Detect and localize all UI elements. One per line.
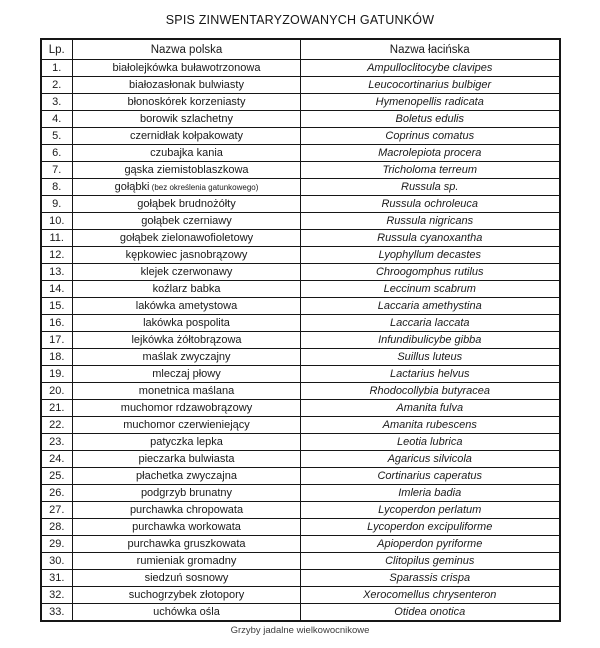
polish-name: mleczaj płowy <box>73 366 301 383</box>
polish-name: klejek czerwonawy <box>73 264 301 281</box>
table-row <box>41 196 560 213</box>
row-number: 29. <box>41 536 73 553</box>
table-row <box>41 111 560 128</box>
column-header-lp: Lp. <box>41 39 73 60</box>
table-row <box>41 145 560 162</box>
polish-name: kępkowiec jasnobrązowy <box>73 247 301 264</box>
polish-name: białolejkówka buławotrzonowa <box>73 60 301 77</box>
polish-name: gołąbek brudnożółty <box>73 196 301 213</box>
latin-name: Leotia lubrica <box>301 434 560 451</box>
row-number: 15. <box>41 298 73 315</box>
polish-name: białozasłonak bulwiasty <box>73 77 301 94</box>
latin-name: Lyophyllum decastes <box>301 247 560 264</box>
latin-name: Laccaria amethystina <box>301 298 560 315</box>
row-number: 22. <box>41 417 73 434</box>
table-row <box>41 570 560 587</box>
table-row <box>41 264 560 281</box>
polish-name: siedzuń sosnowy <box>73 570 301 587</box>
latin-name: Russula sp. <box>301 179 560 196</box>
polish-name: purchawka gruszkowata <box>73 536 301 553</box>
latin-name: Xerocomellus chrysenteron <box>301 587 560 604</box>
polish-name: borowik szlachetny <box>73 111 301 128</box>
latin-name: Tricholoma terreum <box>301 162 560 179</box>
latin-name: Russula cyanoxantha <box>301 230 560 247</box>
row-number: 32. <box>41 587 73 604</box>
latin-name: Sparassis crispa <box>301 570 560 587</box>
polish-name: uchówka ośla <box>73 604 301 622</box>
latin-name: Chroogomphus rutilus <box>301 264 560 281</box>
table-row <box>41 451 560 468</box>
latin-name: Lycoperdon excipuliforme <box>301 519 560 536</box>
row-number: 8. <box>41 179 73 196</box>
latin-name: Lycoperdon perlatum <box>301 502 560 519</box>
species-table <box>40 38 561 622</box>
table-row <box>41 94 560 111</box>
polish-name: podgrzyb brunatny <box>73 485 301 502</box>
row-number: 1. <box>41 60 73 77</box>
polish-name: maślak zwyczajny <box>73 349 301 366</box>
table-row <box>41 247 560 264</box>
latin-name: Hymenopellis radicata <box>301 94 560 111</box>
polish-name: patyczka lepka <box>73 434 301 451</box>
row-number: 30. <box>41 553 73 570</box>
row-number: 26. <box>41 485 73 502</box>
latin-name: Coprinus comatus <box>301 128 560 145</box>
row-number: 17. <box>41 332 73 349</box>
polish-name: rumieniak gromadny <box>73 553 301 570</box>
row-number: 28. <box>41 519 73 536</box>
latin-name: Infundibulicybe gibba <box>301 332 560 349</box>
polish-name: gołąbek zielonawofioletowy <box>73 230 301 247</box>
table-row <box>41 315 560 332</box>
row-number: 31. <box>41 570 73 587</box>
polish-name: lejkówka żółtobrązowa <box>73 332 301 349</box>
polish-name-note: (bez określenia gatunkowego) <box>149 183 259 192</box>
latin-name: Rhodocollybia butyracea <box>301 383 560 400</box>
latin-name: Clitopilus geminus <box>301 553 560 570</box>
latin-name: Agaricus silvicola <box>301 451 560 468</box>
table-row <box>41 417 560 434</box>
table-row <box>41 468 560 485</box>
row-number: 33. <box>41 604 73 622</box>
latin-name: Macrolepiota procera <box>301 145 560 162</box>
species-table-body <box>41 60 560 622</box>
polish-name: lakówka ametystowa <box>73 298 301 315</box>
table-row <box>41 281 560 298</box>
table-row <box>41 536 560 553</box>
polish-name: błonoskórek korzeniasty <box>73 94 301 111</box>
row-number: 3. <box>41 94 73 111</box>
row-number: 13. <box>41 264 73 281</box>
latin-name: Otidea onotica <box>301 604 560 622</box>
polish-name: gołąbki (bez określenia gatunkowego) <box>73 179 301 196</box>
polish-name: monetnica maślana <box>73 383 301 400</box>
row-number: 10. <box>41 213 73 230</box>
table-row <box>41 485 560 502</box>
polish-name: purchawka workowata <box>73 519 301 536</box>
latin-name: Cortinarius caperatus <box>301 468 560 485</box>
latin-name: Ampulloclitocybe clavipes <box>301 60 560 77</box>
latin-name: Amanita fulva <box>301 400 560 417</box>
row-number: 6. <box>41 145 73 162</box>
table-row <box>41 366 560 383</box>
table-row <box>41 400 560 417</box>
table-row <box>41 502 560 519</box>
table-row <box>41 519 560 536</box>
row-number: 5. <box>41 128 73 145</box>
polish-name: muchomor czerwieniejący <box>73 417 301 434</box>
table-row <box>41 332 560 349</box>
table-row <box>41 60 560 77</box>
latin-name: Imleria badia <box>301 485 560 502</box>
table-row <box>41 383 560 400</box>
column-header-latin-name: Nazwa łacińska <box>301 39 560 60</box>
row-number: 21. <box>41 400 73 417</box>
polish-name: purchawka chropowata <box>73 502 301 519</box>
latin-name: Leucocortinarius bulbiger <box>301 77 560 94</box>
row-number: 23. <box>41 434 73 451</box>
table-row <box>41 587 560 604</box>
latin-name: Laccaria laccata <box>301 315 560 332</box>
row-number: 20. <box>41 383 73 400</box>
latin-name: Leccinum scabrum <box>301 281 560 298</box>
polish-name: lakówka pospolita <box>73 315 301 332</box>
table-row <box>41 553 560 570</box>
table-row <box>41 77 560 94</box>
table-row <box>41 604 560 622</box>
table-caption: Grzyby jadalne wielkowocnikowe <box>230 625 370 636</box>
row-number: 24. <box>41 451 73 468</box>
latin-name: Boletus edulis <box>301 111 560 128</box>
row-number: 16. <box>41 315 73 332</box>
row-number: 9. <box>41 196 73 213</box>
polish-name: czubajka kania <box>73 145 301 162</box>
polish-name: płachetka zwyczajna <box>73 468 301 485</box>
row-number: 2. <box>41 77 73 94</box>
table-row <box>41 349 560 366</box>
row-number: 27. <box>41 502 73 519</box>
polish-name: pieczarka bulwiasta <box>73 451 301 468</box>
row-number: 11. <box>41 230 73 247</box>
row-number: 25. <box>41 468 73 485</box>
row-number: 12. <box>41 247 73 264</box>
row-number: 19. <box>41 366 73 383</box>
table-row <box>41 213 560 230</box>
row-number: 18. <box>41 349 73 366</box>
polish-name: suchogrzybek złotopory <box>73 587 301 604</box>
latin-name: Lactarius helvus <box>301 366 560 383</box>
polish-name: muchomor rdzawobrązowy <box>73 400 301 417</box>
polish-name: czernidłak kołpakowaty <box>73 128 301 145</box>
row-number: 14. <box>41 281 73 298</box>
latin-name: Suillus luteus <box>301 349 560 366</box>
polish-name: koźlarz babka <box>73 281 301 298</box>
polish-name: gąska ziemistoblaszkowa <box>73 162 301 179</box>
latin-name: Apioperdon pyriforme <box>301 536 560 553</box>
page-title: SPIS ZINWENTARYZOWANYCH GATUNKÓW <box>165 13 435 27</box>
latin-name: Amanita rubescens <box>301 417 560 434</box>
table-row <box>41 162 560 179</box>
latin-name: Russula nigricans <box>301 213 560 230</box>
table-header-row <box>41 39 560 60</box>
table-row <box>41 230 560 247</box>
table-row <box>41 128 560 145</box>
latin-name: Russula ochroleuca <box>301 196 560 213</box>
column-header-polish-name: Nazwa polska <box>73 39 301 60</box>
table-row <box>41 298 560 315</box>
polish-name: gołąbek czerniawy <box>73 213 301 230</box>
row-number: 4. <box>41 111 73 128</box>
table-row <box>41 179 560 196</box>
table-row <box>41 434 560 451</box>
row-number: 7. <box>41 162 73 179</box>
